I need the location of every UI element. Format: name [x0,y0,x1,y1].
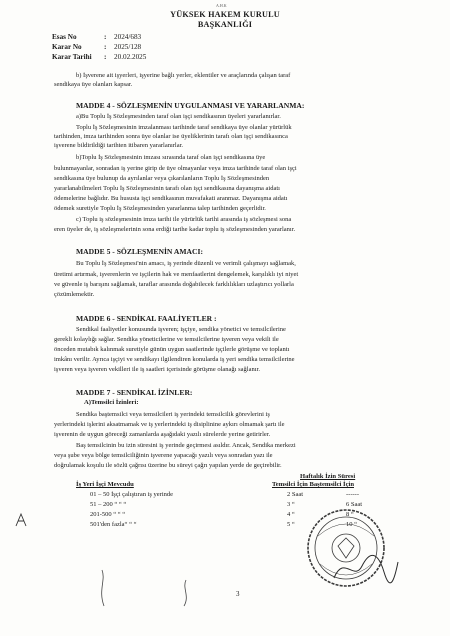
madde4-line: c) Toplu iş sözleşmesinin imza tarihi ile yürürlük tarihi arasında iş sözleşmesi sona [76,216,292,223]
meta-label-karar: Karar No [52,43,82,51]
meta-value-karar: 2025/128 [114,43,142,51]
table-row-chief: 10 “ [346,521,358,528]
madde6-line: önceden mutabık kalınmak suretiyle günün uygun saatlerinde işçilerle görüşme ve toplantı [54,346,290,353]
madde6-line: işveren veya işveren vekilleri ile iş saatleri içerisinde görüşme olanağı sağlanır. [54,366,260,373]
meta-colon-tarih: : [104,53,107,61]
table-row-range: 51 – 200 “ “ “ [90,501,127,508]
madde7-line: doğrulamak koşulu ile sözlü çağrısı üzerine bu süreyi çağrı yapılan yerde de geçirebilir. [54,462,282,469]
madde7-line: işverenin de uygun göreceği zamanlarda aşağıdaki yazılı sürelerde yerine getirirler. [54,431,271,438]
madde4-line: b)Toplu İş Sözleşmesinin imzası sırasında taraf olan işçi sendikasına üye [76,154,266,161]
madde4-line: sendikasına üye bulunup da ayrılanlar veya çıkarılanların Toplu İş Sözleşmesinden [54,175,270,182]
madde4-heading: MADDE 4 - SÖZLEŞMENİN UYGULANMASI VE YARARLANMA: [76,101,305,110]
meta-colon-esas: : [104,33,107,41]
table-row-chief: 6 Saat [346,501,363,508]
madde7-line: veya şube veya bölge temsilciliğinin işverene yapacağı yazılı veya sonradan yazı ile [54,452,273,459]
table-row-chief: ------ [346,491,359,498]
handwritten-signature [330,548,400,588]
intro-line: b) İşverene ait işyerleri, işyerine bağlı yerler, eklentiler ve araçlarında çalışan taraf [76,72,291,79]
table-col2-header: Temsilci İçin Baştemsilci İçin [272,481,354,488]
initial-mark-left [90,568,120,608]
margin-handwritten-mark [14,512,28,528]
table-row-range: 501'den fazla“ “ “ [90,521,137,528]
table-row-rep: 2 Saat [287,491,304,498]
madde7-subheading: A)Temsilci İzinleri: [84,399,139,406]
table-col2-header-top: Haftalık İzin Süresi [300,473,356,480]
madde4-line: yararlanabilmeleri Toplu İş Sözleşmesinin tarafı olan işçi sendikasına dayanışma aidatı [54,185,280,192]
table-col1-header: İş Yeri İşçi Mevcudu [76,481,134,488]
table-row-rep: 4 “ [287,511,295,518]
intro-line: sendikaya üye olanları kapsar. [54,81,133,88]
table-row-rep: 5 “ [287,521,295,528]
table-row-rep: 3 “ [287,501,295,508]
madde4-line: tarihinden, imza tarihinden sonra üye olanlar ise üyeliklerinin tarafı olan işçi sendikasınca [54,133,288,140]
header-logo-text: A.H.K [216,3,227,8]
meta-value-tarih: 20.02.2025 [114,53,147,61]
madde4-line: eren üyeler de, iş sözleşmelerinin sona erdiği tarihe kadar toplu iş sözleşmesinden yararlanır. [54,226,296,233]
madde7-line: Baş temsilcinin bu izin süresini iş yerinde geçirmesi asıldır. Ancak, Sendika merkezi [76,442,296,449]
meta-label-tarih: Karar Tarihi [52,53,92,61]
madde4-line: ödemek suretiyle Toplu İş Sözleşmesinden yararlanma talep tarihinden geçerlidir. [54,205,266,212]
madde4-line: bulunmayanlar, sonradan iş yerine girip de üye olmayanlar veya imza tarihinde taraf olan işçi [54,165,297,172]
madde5-line: üretimi artırmak, işverenlerin ve işçilerin hak ve menfaatlerini dengelemek, karşılıklı iyi niyet [54,271,299,278]
madde5-line: Bu Toplu İş Sözleşmesi'nin amacı, iş yerinde düzenli ve verimli çalışmayı sağlamak, [76,260,296,267]
meta-value-esas: 2024/683 [114,33,142,41]
madde7-line: yerlerindeki işlerini aksatmamak ve iş yerlerindeki iş disiplinine aykırı olmamak şartı ile [54,421,285,428]
madde4-line: işverene bildirildiği tarihten itibaren yararlanırlar. [54,142,184,149]
madde7-heading: MADDE 7 - SENDİKAL İZİNLER: [76,388,193,397]
table-row-range: 201-500 “ “ “ [90,511,126,518]
header-title-line2: BAŞKANLIĞI [197,20,253,29]
table-row-range: 01 – 50 İşçi çalıştıran iş yerinde [90,491,174,498]
meta-label-esas: Esas No [52,33,77,41]
madde5-line: ve güvenle iş barışını sağlamak, taraflar arasında doğabilecek farklılıkları uzlaştırıcı yollarla [54,281,294,288]
header-title-line1: YÜKSEK HAKEM KURULU [170,10,280,19]
madde6-line: imkânı verilir. Ayrıca işçiyi ve sendikayı ilgilendiren konularda iş yeri sendika temsilcilerine [54,356,295,363]
meta-colon-karar: : [104,43,107,51]
madde4-line: a)Bu Toplu İş Sözleşmesinden taraf olan işçi sendikasının üyeleri yararlanırlar. [76,113,281,120]
madde6-heading: MADDE 6 - SENDİKAL FAALİYETLER : [76,314,217,323]
initial-mark-center [176,578,196,608]
madde5-line: çözümlemektir. [54,291,95,298]
madde5-heading: MADDE 5 - SÖZLEŞMENİN AMACI: [76,247,203,256]
madde4-line: ödemelerine bağlıdır. Bu hususta işçi sendikasının muvafakati aranmaz. Dayanışma aidatı [54,195,288,202]
madde6-line: Sendikal faaliyetler konusunda işveren; işçiye, sendika yönetici ve temsilcilerine [76,326,286,333]
madde6-line: gerekli kolaylığı sağlar. Sendika yöneticilerine ve temsilcilerine işveren veya vekili ile [54,336,279,343]
madde4-line: Toplu İş Sözleşmesinin imzalanması tarihinde taraf sendikaya üye olanlar yürürlük [76,124,292,131]
page-number: 3 [236,590,240,598]
table-row-chief: 8 “ [346,511,354,518]
madde7-line: Sendika baştemsilci veya temsilcileri iş yerindeki temsilcilik görevlerini iş [76,411,270,418]
